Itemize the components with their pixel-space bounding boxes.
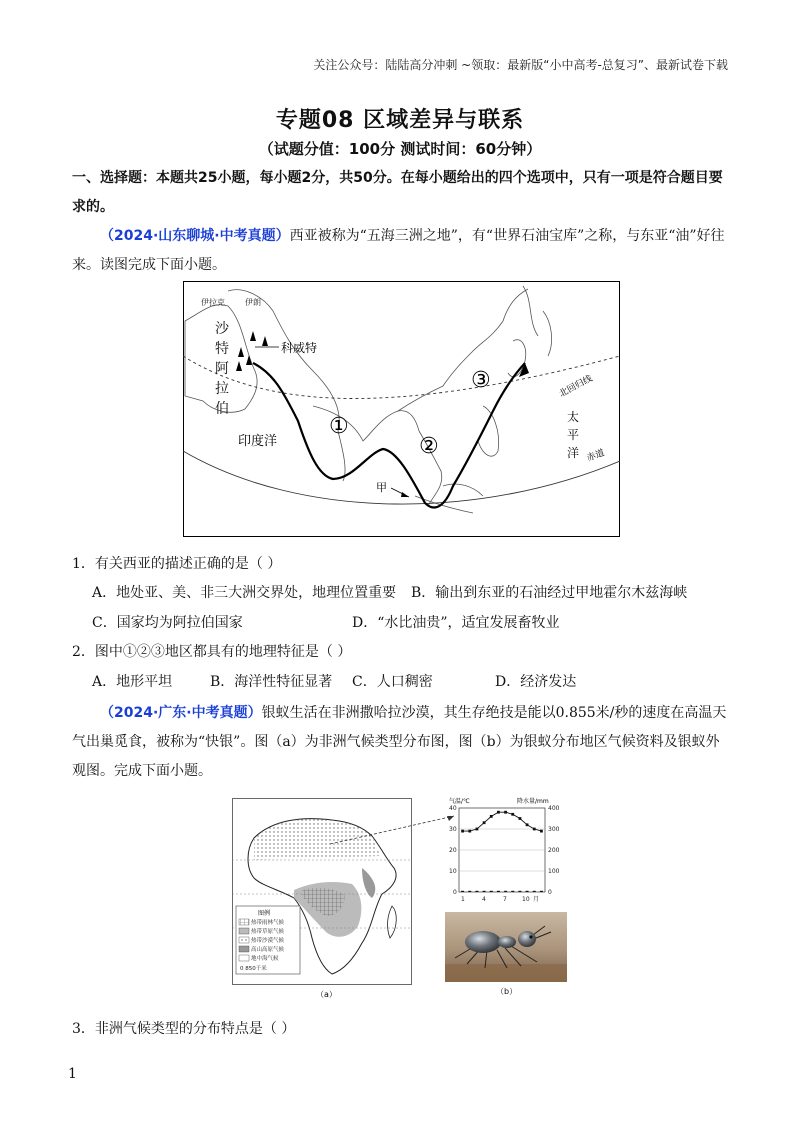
y-left-3: 10 <box>449 868 457 875</box>
map-label-jia: 甲 <box>376 481 387 494</box>
group1-source: （2024·山东聊城·中考真题） <box>100 228 290 244</box>
group1-text: 西亚被称为“五海三洲之地”，有“世界石油宝库”之称，与东亚“油”好往来。读图完成下面小题。 <box>72 228 725 273</box>
caption-b: （b） <box>496 987 518 996</box>
map-label-country1: 伊拉克 <box>201 298 225 307</box>
map-label-saudi-0: 沙 <box>215 321 229 337</box>
temperature-point <box>483 821 486 824</box>
x-tick-1: 1 <box>461 896 465 903</box>
x-tick-10: 10 <box>522 896 530 903</box>
precip-bar <box>511 891 514 892</box>
temperature-point <box>540 830 543 833</box>
map-label-region-1: ① <box>329 414 349 439</box>
temperature-point <box>526 823 529 826</box>
header-note: 关注公众号：陆陆高分冲刺 ~领取：最新版“小中高考-总复习”、最新试卷下载 <box>313 58 728 72</box>
map-label-indian-ocean: 印度洋 <box>238 434 278 449</box>
temperature-point <box>497 811 500 814</box>
group1-intro <box>72 222 728 280</box>
group2-source: （2024·广东·中考真题） <box>100 705 262 721</box>
page-number: 1 <box>68 1066 77 1082</box>
section-instruction: 一、选择题：本题共25小题，每小题2分，共50分。在每小题给出的四个选项中，只有一项是符合题目要求的。 <box>72 170 723 215</box>
map-label-saudi-1: 特 <box>215 341 229 357</box>
q2-stem: 2．图中①②③地区都具有的地理特征是（ ） <box>72 644 352 660</box>
q2-option-c: C．人口稠密 <box>352 674 433 690</box>
map-label-kuwait: 科威特 <box>281 341 318 355</box>
temperature-point <box>533 828 536 831</box>
precip-bar <box>461 891 464 892</box>
x-tick-7: 7 <box>503 896 507 903</box>
map-label-pacific-1: 平 <box>567 428 580 442</box>
west-asia-map <box>183 281 620 537</box>
q2-option-a: A．地形平坦 <box>92 674 173 690</box>
q2-option-d: D．经济发达 <box>495 674 577 690</box>
legend-title: 图例 <box>258 910 271 917</box>
precip-bar <box>533 891 536 892</box>
temperature-point <box>468 830 471 833</box>
legend-scale: 0 850千米 <box>240 966 267 972</box>
map-label-region-2: ② <box>419 434 439 459</box>
chart-temp-label: 气温/℃ <box>449 798 470 805</box>
map-label-saudi-2: 阿 <box>215 361 229 377</box>
precip-bar <box>526 891 529 892</box>
y-right-4: 0 <box>548 889 552 896</box>
silver-ant-photo <box>445 912 567 982</box>
q3-stem: 3．非洲气候类型的分布特点是（ ） <box>72 1021 296 1037</box>
map-label-tropic: 北回归线 <box>557 373 595 400</box>
temperature-point <box>511 813 514 816</box>
temperature-point <box>461 830 464 833</box>
precip-bar <box>540 891 543 892</box>
precip-bar <box>518 891 521 892</box>
chart-precip-label: 降水量/mm <box>517 798 549 805</box>
map-label-region-3: ③ <box>471 368 491 393</box>
page-subtitle: （试题分值：100分 测试时间：60分钟） <box>258 140 542 158</box>
legend-item-4: 地中海气候 <box>251 956 279 962</box>
precip-bar <box>497 891 500 892</box>
precip-bar <box>468 891 471 892</box>
q1-option-c: C．国家均为阿拉伯国家 <box>92 615 243 631</box>
q1-stem: 1．有关西亚的描述正确的是（ ） <box>72 556 282 572</box>
map-label-pacific-0: 太 <box>567 410 580 424</box>
leader-line <box>330 810 460 850</box>
climate-chart <box>447 795 569 905</box>
group2-text: 银蚁生活在非洲撒哈拉沙漠，其生存绝技是能以0.855米/秒的速度在高温天气出巢觅食，被称为“快银”。图（a）为非洲气候类型分布图，图（b）为银蚁分布地区气候资料及银蚁外观图。完成下面小题。 <box>72 705 727 779</box>
y-right-1: 300 <box>548 826 560 833</box>
legend-item-2: 热带沙漠气候 <box>251 938 285 944</box>
map-label-saudi-3: 拉 <box>215 381 229 397</box>
temperature-point <box>519 817 522 820</box>
caption-a: （a） <box>316 990 337 999</box>
page-title: 专题08 区域差异与联系 <box>275 108 525 133</box>
y-left-4: 0 <box>453 889 457 896</box>
y-right-2: 200 <box>548 847 560 854</box>
q1-option-a: A．地处亚、美、非三大洲交界处，地理位置重要 <box>92 585 397 601</box>
precip-bar <box>483 891 486 892</box>
y-left-0: 40 <box>449 805 457 812</box>
legend-item-1: 热带草原气候 <box>251 929 285 935</box>
y-right-0: 400 <box>548 805 560 812</box>
map-label-pacific-2: 洋 <box>567 446 580 460</box>
q1-option-d: D．“水比油贵”，适宜发展畜牧业 <box>352 615 560 631</box>
map-label-saudi-4: 伯 <box>215 401 229 417</box>
legend-item-3: 高山高原气候 <box>251 947 285 953</box>
legend-item-0: 热带雨林气候 <box>251 920 285 926</box>
y-left-1: 30 <box>449 826 457 833</box>
precip-bar <box>504 891 507 892</box>
y-left-2: 20 <box>449 847 457 854</box>
q2-option-b: B．海洋性特征显著 <box>210 674 333 690</box>
precip-bar <box>490 891 493 892</box>
y-right-3: 100 <box>548 868 560 875</box>
precip-bar <box>475 891 478 892</box>
temperature-point <box>504 811 507 814</box>
x-tick-4: 4 <box>482 896 486 903</box>
map-label-country2: 伊朗 <box>245 298 261 307</box>
q1-option-b: B．输出到东亚的石油经过甲地霍尔木兹海峡 <box>411 585 688 601</box>
temperature-point <box>490 815 493 818</box>
map-label-equator: 赤道 <box>585 448 606 464</box>
temperature-point <box>476 828 479 831</box>
group2-intro <box>72 699 728 786</box>
x-axis-unit: 月 <box>533 896 540 903</box>
